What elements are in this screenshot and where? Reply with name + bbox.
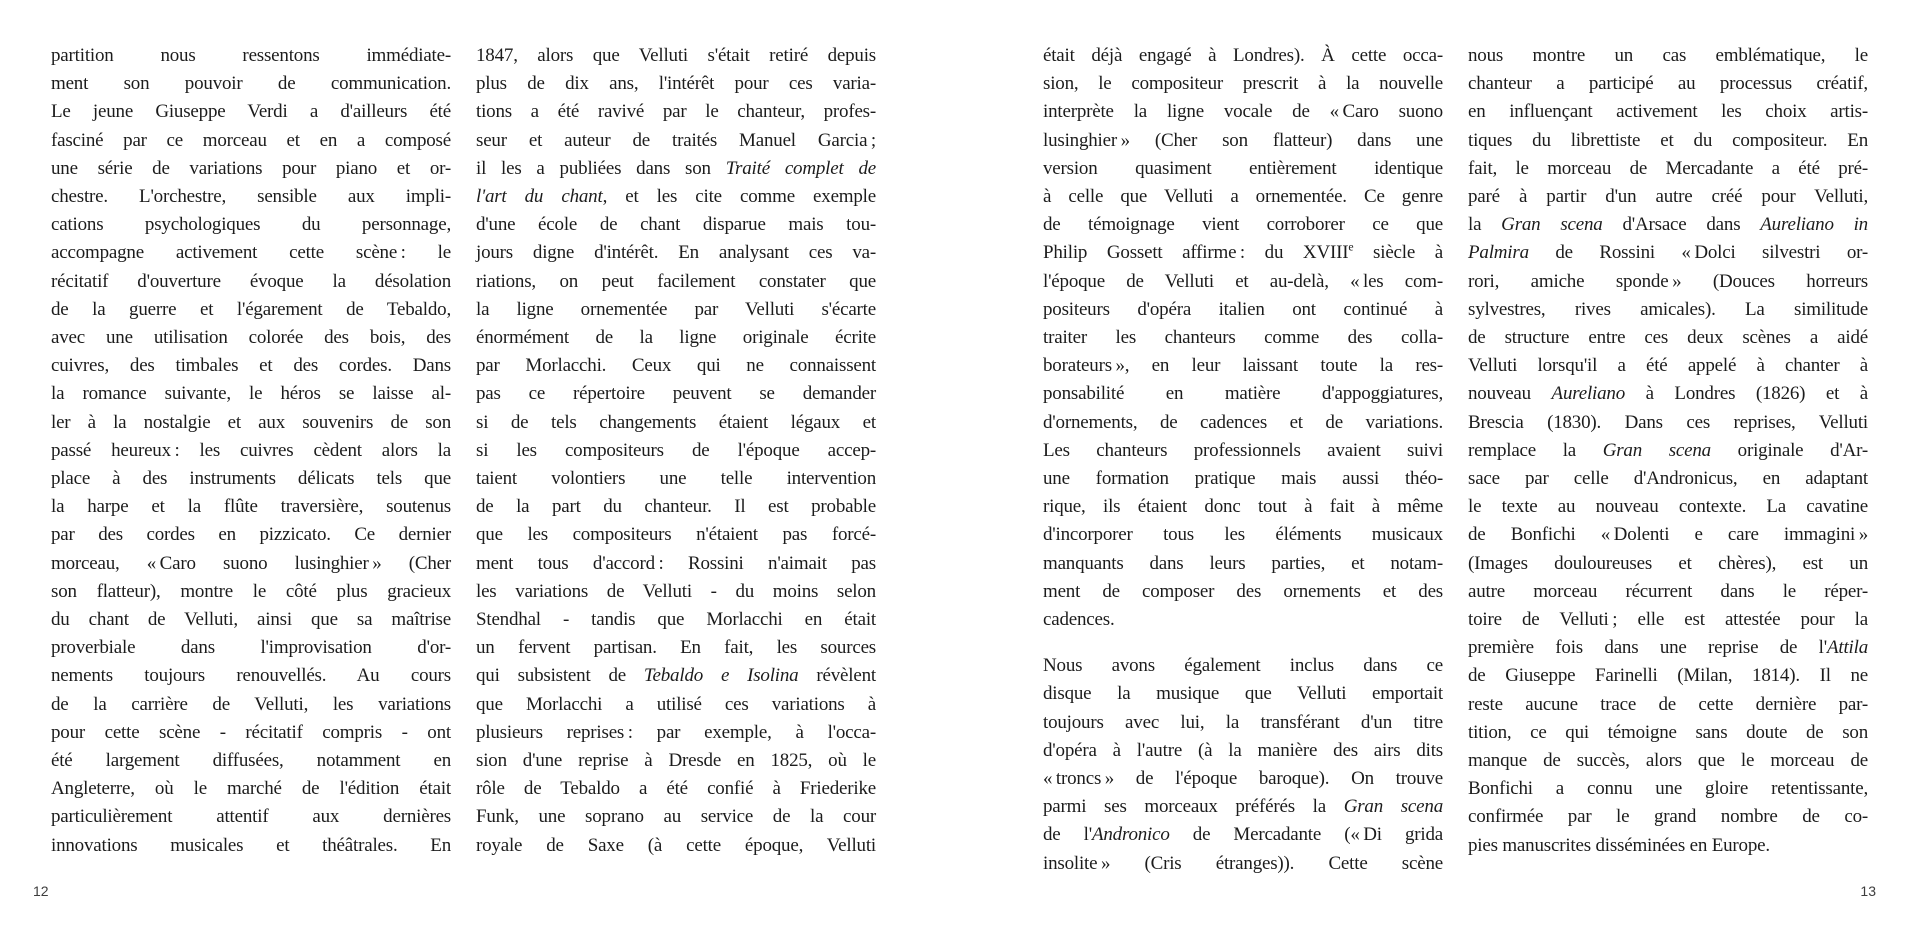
text-line: de structure entre ces deux scènes a aidé bbox=[1468, 327, 1868, 349]
text-line: royale de Saxe (à cette époque, Velluti bbox=[476, 834, 876, 856]
superscript: e bbox=[1348, 241, 1354, 255]
text-line: Le jeune Giuseppe Verdi a d'ailleurs été bbox=[51, 101, 451, 123]
text-line: cadences. bbox=[1043, 609, 1115, 631]
text-line: en influençant activement les choix artis- bbox=[1468, 101, 1868, 123]
text-line: Bonfichi a connu une gloire retentissante, bbox=[1468, 778, 1868, 800]
text-line: tiques du librettiste et du compositeur. En bbox=[1468, 129, 1868, 151]
italic-title: Aureliano bbox=[1551, 383, 1626, 405]
italic-title: Attila bbox=[1826, 637, 1868, 659]
text-line: fait, le morceau de Mercadante a été pré- bbox=[1468, 157, 1868, 179]
text-line: autre morceau récurrent dans le réper- bbox=[1468, 580, 1868, 602]
text-line: ment de composer des ornements et des bbox=[1043, 580, 1443, 602]
text-line: tions a été ravivé par le chanteur, profes- bbox=[476, 101, 876, 123]
text-line: que les compositeurs n'étaient pas forcé- bbox=[476, 524, 876, 546]
text-line: d'ornements, de cadences et de variations. bbox=[1043, 411, 1443, 433]
text-line: plus de dix ans, l'intérêt pour ces varia- bbox=[476, 73, 876, 95]
text-line: il les a publiées dans son Traité complet de bbox=[476, 157, 876, 179]
text-line: de la carrière de Velluti, les variations bbox=[51, 693, 451, 715]
italic-title: Gran scena bbox=[1602, 439, 1711, 461]
text-line: rori, amiche sponde » (Douces horreurs bbox=[1468, 270, 1868, 292]
text-line: pas ce répertoire peuvent se demander bbox=[476, 383, 876, 405]
text-line: à celle que Velluti a ornementée. Ce genre bbox=[1043, 186, 1443, 208]
text-line: ment son pouvoir de communication. bbox=[51, 73, 451, 95]
text-line: par des cordes en pizzicato. Ce dernier bbox=[51, 524, 451, 546]
text-line: de la guerre et l'égarement de Tebaldo, bbox=[51, 298, 451, 320]
text-line: que Morlacchi a utilisé ces variations à bbox=[476, 693, 876, 715]
text-line: un fervent partisan. En fait, les sources bbox=[476, 637, 876, 659]
text-line: la harpe et la flûte traversière, soutenus bbox=[51, 496, 451, 518]
page-right-text-block bbox=[1043, 42, 1868, 878]
text-column bbox=[476, 42, 876, 860]
text-line: chestre. L'orchestre, sensible aux impli- bbox=[51, 186, 451, 208]
text-line: interprète la ligne vocale de « Caro suono bbox=[1043, 101, 1443, 123]
text-line: taient volontiers une telle intervention bbox=[476, 468, 876, 490]
text-line: de témoignage vient corroborer ce que bbox=[1043, 214, 1443, 236]
text-line: l'époque de Velluti et au-delà, « les com- bbox=[1043, 270, 1443, 292]
text-line: de la part du chanteur. Il est probable bbox=[476, 496, 876, 518]
text-line: nous montre un cas emblématique, le bbox=[1468, 45, 1868, 66]
page-right bbox=[953, 0, 1906, 929]
text-line: sion, le compositeur prescrit à la nouvelle bbox=[1043, 73, 1443, 95]
text-line: passé heureux : les cuivres cèdent alors la bbox=[51, 439, 451, 461]
page-number-right: 13 bbox=[1860, 883, 1876, 899]
text-line: énormément de la ligne originale écrite bbox=[476, 327, 876, 349]
text-line: chanteur a participé au processus créatif, bbox=[1468, 73, 1868, 95]
text-line: la ligne ornementée par Velluti s'écarte bbox=[476, 298, 876, 320]
text-line: la romance suivante, le héros se laisse al- bbox=[51, 383, 451, 405]
text-line: la Gran scena d'Arsace dans Aureliano in bbox=[1468, 214, 1868, 236]
text-line: Philip Gossett affirme : du XVIIIe siècle à bbox=[1043, 241, 1443, 264]
text-column bbox=[1468, 42, 1868, 878]
text-line: plusieurs reprises : par exemple, à l'occa- bbox=[476, 721, 876, 743]
text-line: Brescia (1830). Dans ces reprises, Velluti bbox=[1468, 411, 1868, 433]
text-line: les variations de Velluti - du moins selon bbox=[476, 580, 876, 602]
text-line: morceau, « Caro suono lusinghier » (Cher bbox=[51, 552, 451, 574]
text-line: une série de variations pour piano et or- bbox=[51, 157, 451, 179]
text-line: nements toujours renouvellés. Au cours bbox=[51, 665, 451, 687]
text-line: rôle de Tebaldo a été confié à Friederike bbox=[476, 778, 876, 800]
text-line: 1847, alors que Velluti s'était retiré depuis bbox=[476, 45, 876, 66]
italic-title: Gran scena bbox=[1501, 214, 1603, 236]
text-line: positeurs d'opéra italien ont continué à bbox=[1043, 298, 1443, 320]
text-column bbox=[51, 42, 451, 860]
text-line: l'art du chant, et les cite comme exemple bbox=[476, 186, 876, 208]
italic-title: Aureliano in bbox=[1760, 214, 1868, 236]
text-line: riations, on peut facilement constater que bbox=[476, 270, 876, 292]
text-line: disque la musique que Velluti emportait bbox=[1043, 683, 1443, 705]
text-line: insolite » (Cris étranges)). Cette scène bbox=[1043, 852, 1443, 874]
text-line: si les compositeurs de l'époque accep- bbox=[476, 439, 876, 461]
text-line: borateurs », en leur laissant toute la res- bbox=[1043, 355, 1443, 377]
page-number-left: 12 bbox=[33, 883, 49, 899]
text-line: de Bonfichi « Dolenti e care immagini » bbox=[1468, 524, 1868, 546]
text-line: traiter les chanteurs comme des colla- bbox=[1043, 327, 1443, 349]
text-line: paré à partir d'un autre créé pour Velluti, bbox=[1468, 186, 1868, 208]
italic-title: l'art du chant bbox=[476, 186, 603, 208]
text-line: cuivres, des timbales et des cordes. Dans bbox=[51, 355, 451, 377]
text-line: si de tels changements étaient légaux et bbox=[476, 411, 876, 433]
text-line: une formation pratique mais aussi théo- bbox=[1043, 468, 1443, 490]
text-line: d'incorporer tous les éléments musicaux bbox=[1043, 524, 1443, 546]
text-line: innovations musicales et théâtrales. En bbox=[51, 834, 451, 856]
text-line: (Images douloureuses et chères), est un bbox=[1468, 552, 1868, 574]
text-line: reste aucune trace de cette dernière par- bbox=[1468, 693, 1868, 715]
text-line: Les chanteurs professionnels avaient suivi bbox=[1043, 439, 1443, 461]
text-line: d'une école de chant disparue mais tou- bbox=[476, 214, 876, 236]
text-line: proverbiale dans l'improvisation d'or- bbox=[51, 637, 451, 659]
text-line: par Morlacchi. Ceux qui ne connaissent bbox=[476, 355, 876, 377]
text-line: cations psychologiques du personnage, bbox=[51, 214, 451, 236]
text-line: lusinghier » (Cher son flatteur) dans une bbox=[1043, 129, 1443, 151]
text-line: seur et auteur de traités Manuel Garcia ; bbox=[476, 129, 876, 151]
text-line: pour cette scène - récitatif compris - ont bbox=[51, 721, 451, 743]
text-line: été largement diffusées, notamment en bbox=[51, 750, 451, 772]
italic-title: Traité complet de bbox=[725, 157, 876, 179]
text-line: accompagne activement cette scène : le bbox=[51, 242, 451, 264]
italic-title: Andronico bbox=[1091, 824, 1170, 846]
text-line: récitatif d'ouverture évoque la désolation bbox=[51, 270, 451, 292]
text-line: était déjà engagé à Londres). À cette occa- bbox=[1043, 45, 1443, 66]
text-line: jours digne d'intérêt. En analysant ces va- bbox=[476, 242, 876, 264]
text-line: confirmée par le grand nombre de co- bbox=[1468, 806, 1868, 828]
text-line: Velluti lorsqu'il a été appelé à chanter à bbox=[1468, 355, 1868, 377]
text-line: Nous avons également inclus dans ce bbox=[1043, 655, 1443, 677]
text-line: toujours avec lui, la transférant d'un titre bbox=[1043, 711, 1443, 733]
text-line: sion d'une reprise à Dresde en 1825, où le bbox=[476, 750, 876, 772]
text-line: toire de Velluti ; elle est attestée pour la bbox=[1468, 609, 1868, 631]
text-line: son flatteur), montre le côté plus gracieux bbox=[51, 580, 451, 602]
italic-title: Palmira bbox=[1468, 242, 1529, 264]
text-line: sace par celle d'Andronicus, en adaptant bbox=[1468, 468, 1868, 490]
text-line: place à des instruments délicats tels que bbox=[51, 468, 451, 490]
text-line: tition, ce qui témoigne sans doute de son bbox=[1468, 721, 1868, 743]
text-line: le texte au nouveau contexte. La cavatine bbox=[1468, 496, 1868, 518]
text-line: remplace la Gran scena originale d'Ar- bbox=[1468, 439, 1868, 461]
text-line: d'opéra à l'autre (à la manière des airs dits bbox=[1043, 739, 1443, 761]
text-line: ler à la nostalgie et aux souvenirs de son bbox=[51, 411, 451, 433]
text-line: particulièrement attentif aux dernières bbox=[51, 806, 451, 828]
text-line: pies manuscrites disséminées en Europe. bbox=[1468, 834, 1770, 856]
text-line: nouveau Aureliano à Londres (1826) et à bbox=[1468, 383, 1868, 405]
text-line: Funk, une soprano au service de la cour bbox=[476, 806, 876, 828]
italic-title: Tebaldo e Isolina bbox=[643, 665, 799, 687]
text-line: fasciné par ce morceau et en a composé bbox=[51, 129, 451, 151]
text-line: manque de succès, alors que le morceau de bbox=[1468, 750, 1868, 772]
text-line: partition nous ressentons immédiate- bbox=[51, 45, 451, 66]
text-line: manquants dans leurs parties, et notam- bbox=[1043, 552, 1443, 574]
text-line: Angleterre, où le marché de l'édition était bbox=[51, 778, 451, 800]
italic-title: Gran scena bbox=[1343, 796, 1443, 818]
text-line: de Giuseppe Farinelli (Milan, 1814). Il ne bbox=[1468, 665, 1868, 687]
text-line: Palmira de Rossini « Dolci silvestri or- bbox=[1468, 242, 1868, 264]
text-line: avec une utilisation colorée des bois, des bbox=[51, 327, 451, 349]
text-line: ponsabilité en matière d'appoggiatures, bbox=[1043, 383, 1443, 405]
text-line: qui subsistent de Tebaldo e Isolina révèlent bbox=[476, 665, 876, 687]
text-line: de l'Andronico de Mercadante (« Di grida bbox=[1043, 824, 1443, 846]
text-line: Stendhal - tandis que Morlacchi en était bbox=[476, 609, 876, 631]
text-line: ment tous d'accord : Rossini n'aimait pas bbox=[476, 552, 876, 574]
text-line: sylvestres, rives amicales). La similitude bbox=[1468, 298, 1868, 320]
text-line: du chant de Velluti, ainsi que sa maîtrise bbox=[51, 609, 451, 631]
text-column bbox=[1043, 42, 1443, 878]
text-line: « troncs » de l'époque baroque). On trouve bbox=[1043, 768, 1443, 790]
page-left-text-block bbox=[51, 42, 876, 860]
text-line: version quasiment entièrement identique bbox=[1043, 157, 1443, 179]
text-line: parmi ses morceaux préférés la Gran scena bbox=[1043, 796, 1443, 818]
text-line: rique, ils étaient donc tout à fait à même bbox=[1043, 496, 1443, 518]
text-line: première fois dans une reprise de l'Attila bbox=[1468, 637, 1868, 659]
